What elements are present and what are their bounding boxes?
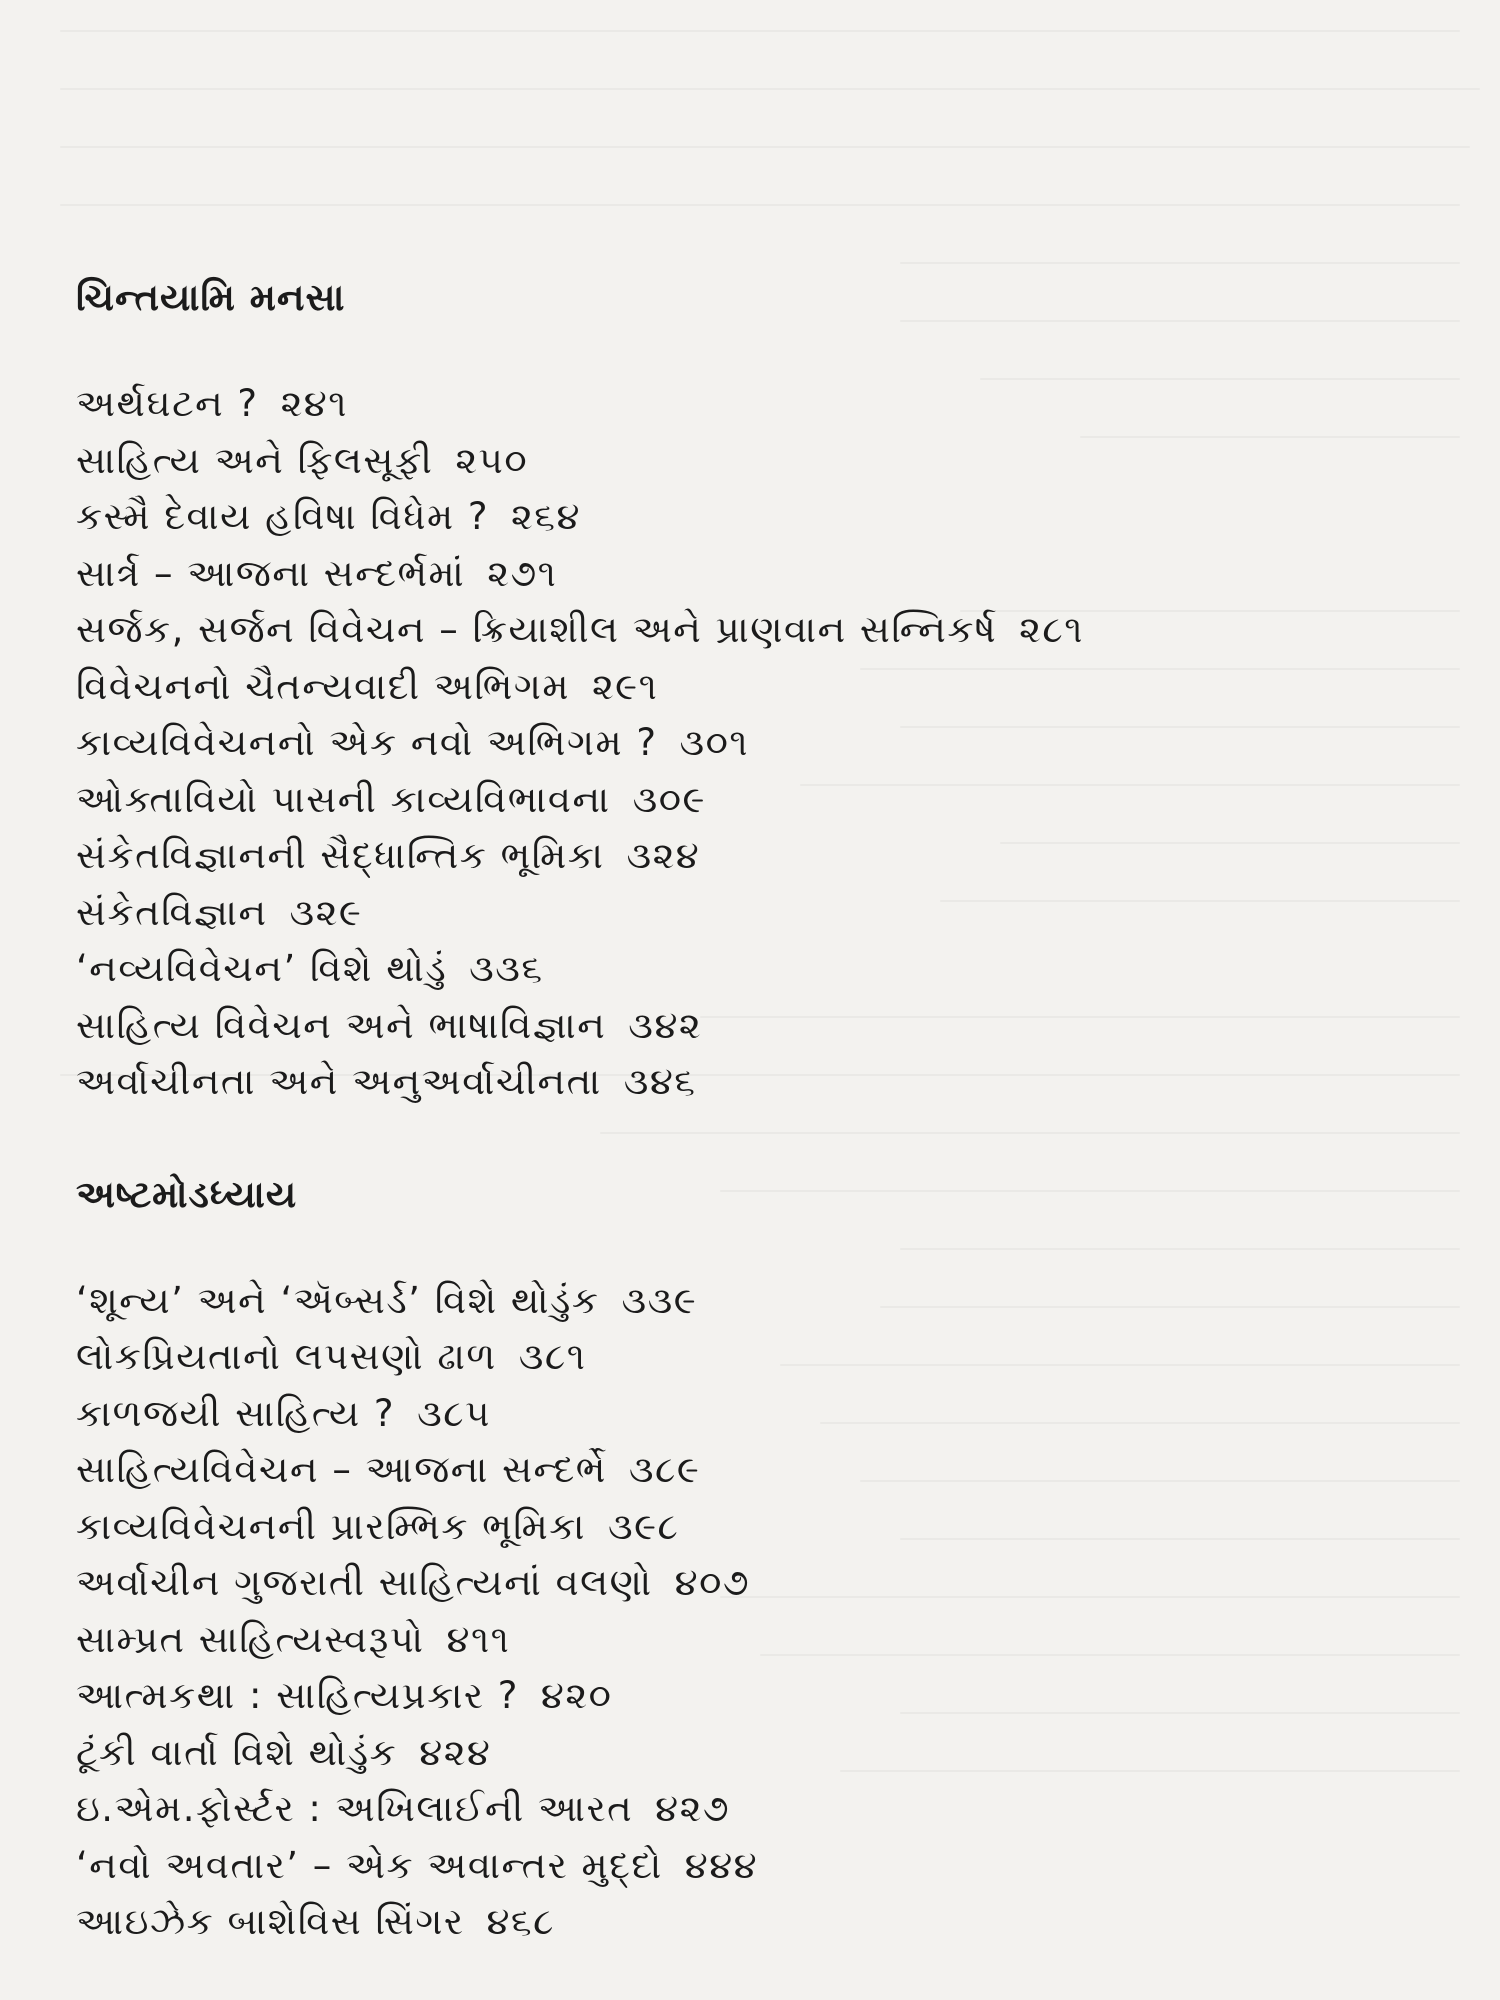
entry-page-number: ૨૯૧ (591, 664, 659, 708)
entry-page-number: ૨૫૦ (455, 438, 529, 482)
entry-page-number: ૩૪૨ (628, 1003, 703, 1047)
entry-page-number: ૪૬૮ (486, 1900, 555, 1943)
contents-entry (76, 885, 1456, 942)
contents-entry (76, 1054, 1456, 1111)
entry-title: સાહિત્ય અને ફિલસૂફી (76, 438, 434, 482)
entry-page-number: ૩૦૧ (679, 721, 750, 764)
entry-page-number: ૩૩૬ (469, 947, 544, 990)
contents-entry (76, 546, 1456, 603)
entry-title: સર્જક, સર્જન વિવેચન – ક્રિયાશીલ અને પ્રાણવાન સન્નિકર્ષ (76, 608, 998, 651)
entry-title: સામ્પ્રત સાહિત્યસ્વરૂપો (76, 1617, 425, 1661)
entry-page-number: ૩૮૧ (518, 1335, 587, 1378)
contents-entry (76, 433, 1456, 490)
contents-entry (76, 1329, 1456, 1386)
entry-page-number: ૪૪૪ (684, 1843, 759, 1887)
entry-title: સાહિત્ય વિવેચન અને ભાષાવિજ્ઞાન (76, 1003, 607, 1047)
entry-title: આઇઝેક બાશેવિસ સિંગર (76, 1900, 465, 1943)
contents-entry (76, 828, 1456, 885)
entry-title: ઇ.એમ.ફોર્સ્ટર : અખિલાઈની આરત (76, 1787, 634, 1830)
contents-entry (76, 1725, 1456, 1782)
contents-entry (76, 1612, 1456, 1669)
entry-title: અર્વાચીનતા અને અનુઅર્વાચીનતા (76, 1060, 602, 1103)
contents-entry (76, 376, 1456, 433)
contents-entry (76, 1894, 1456, 1951)
entry-title: કસ્મૈ દેવાય હવિષા વિધેમ ? (76, 495, 490, 538)
entry-page-number: ૪૨૭ (655, 1787, 731, 1830)
entry-page-number: ૩૪૬ (623, 1060, 697, 1103)
entry-list (76, 376, 1456, 1111)
contents-entry (76, 1838, 1456, 1895)
entry-title: સાર્ત્ર – આજના સન્દર્ભમાં (76, 551, 466, 595)
entry-title: લોકપ્રિયતાનો લપસણો ઢાળ (76, 1335, 497, 1378)
entry-title: વિવેચનનો ચૈતન્યવાદી અભિગમ (76, 664, 570, 708)
entry-title: કાવ્યવિવેચનની પ્રારમ્ભિક ભૂમિકા (76, 1504, 586, 1548)
contents-entry (76, 1668, 1456, 1725)
entry-page-number: ૩૨૯ (289, 890, 363, 934)
entry-page-number: ૩૯૮ (607, 1504, 680, 1548)
contents-entry (76, 602, 1456, 659)
entry-title: ટૂંકી વાર્તા વિશે થોડુંક (76, 1730, 398, 1774)
entry-page-number: ૨૪૧ (280, 382, 348, 425)
contents-entry (76, 715, 1456, 772)
entry-title: અર્થઘટન ? (76, 382, 259, 425)
contents-entry (76, 1386, 1456, 1443)
entry-page-number: ૩૮૯ (628, 1448, 701, 1491)
entry-title: ‘નવો અવતાર’ – એક અવાન્તર મુદ્દો (76, 1843, 663, 1887)
entry-title: સંકેતવિજ્ઞાનની સૈદ્ધાન્તિક ભૂમિકા (76, 834, 605, 877)
table-of-contents (76, 270, 1456, 1951)
contents-entry (76, 941, 1456, 998)
entry-title: ‘નવ્યવિવેચન’ વિશે થોડું (76, 947, 448, 990)
entry-title: કાળજયી સાહિત્ય ? (76, 1391, 396, 1435)
contents-entry (76, 489, 1456, 546)
entry-page-number: ૪૨૦ (540, 1674, 613, 1717)
section-heading: અષ્ટમોડધ્યાય (76, 1172, 298, 1216)
contents-entry (76, 772, 1456, 829)
entry-page-number: ૪૨૪ (419, 1730, 492, 1774)
entry-title: ‘શૂન્ય’ અને ‘ઍબ્સર્ડ’ વિશે થોડુંક (76, 1278, 600, 1322)
entry-title: સાહિત્યવિવેચન – આજના સન્દર્ભે (76, 1448, 607, 1491)
entry-page-number: ૩૩૯ (621, 1278, 698, 1322)
entry-title: ઓક્તાવિયો પાસની કાવ્યવિભાવના (76, 777, 611, 821)
entry-page-number: ૨૭૧ (487, 551, 558, 595)
section-heading: ચિન્તયામિ મનસા (76, 276, 346, 319)
entry-page-number: ૪૧૧ (446, 1617, 511, 1661)
entry-title: કાવ્યવિવેચનનો એક નવો અભિગમ ? (76, 721, 658, 764)
contents-entry (76, 659, 1456, 716)
entry-page-number: ૩૦૯ (632, 777, 706, 821)
contents-entry (76, 1781, 1456, 1838)
entry-page-number: ૨૮૧ (1019, 608, 1084, 651)
entry-page-number: ૩૨૪ (626, 834, 701, 877)
entry-page-number: ૨૬૪ (511, 495, 581, 538)
entry-page-number: ૩૮૫ (417, 1391, 491, 1435)
contents-entry (76, 1499, 1456, 1556)
entry-list (76, 1273, 1456, 1951)
contents-entry (76, 1273, 1456, 1330)
contents-entry (76, 1555, 1456, 1612)
entry-page-number: ૪૦૭ (674, 1561, 751, 1604)
entry-title: આત્મકથા : સાહિત્યપ્રકાર ? (76, 1674, 519, 1717)
contents-entry (76, 998, 1456, 1055)
contents-section-1 (76, 270, 1456, 1111)
contents-section-2 (76, 1167, 1456, 1951)
entry-title: અર્વાચીન ગુજરાતી સાહિત્યનાં વલણો (76, 1561, 653, 1604)
entry-title: સંકેતવિજ્ઞાન (76, 890, 268, 934)
contents-entry (76, 1442, 1456, 1499)
